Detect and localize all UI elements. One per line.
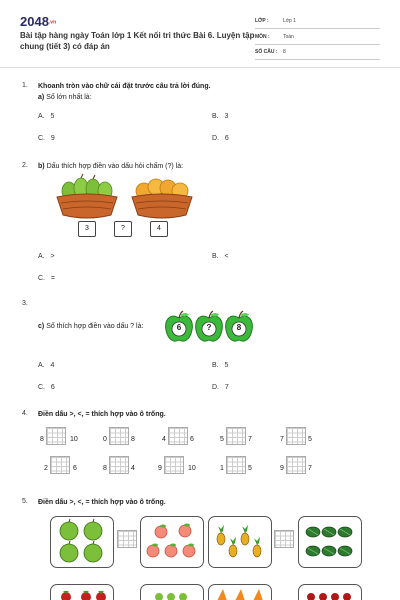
fruit-card-watermelons	[298, 516, 362, 568]
option-value: 5	[224, 362, 229, 369]
meta-subject	[255, 30, 380, 45]
compare-left: 5	[220, 436, 224, 443]
green-apple-icon	[51, 517, 112, 566]
compare-right: 6	[190, 436, 194, 443]
option-value: 5	[50, 113, 55, 120]
compare-right: 7	[308, 465, 312, 472]
option-a[interactable]	[38, 362, 54, 369]
option-value: <	[224, 253, 229, 260]
compare-answer-box[interactable]	[109, 456, 129, 474]
option-value: 6	[224, 135, 229, 142]
compare-left: 1	[220, 465, 224, 472]
compare-right: 5	[308, 436, 312, 443]
option-a[interactable]	[38, 253, 55, 260]
compare-answer-box[interactable]	[50, 456, 70, 474]
compare-right: 7	[248, 436, 252, 443]
fruit-card-partial	[208, 584, 272, 600]
compare-answer-box[interactable]	[226, 456, 246, 474]
answer-box[interactable]: ?	[114, 221, 132, 237]
option-d[interactable]	[212, 384, 229, 391]
subpart-letter: a)	[38, 94, 45, 101]
fruit-card-partial	[140, 584, 204, 600]
pear-basket-image	[55, 173, 119, 219]
subpart-text: Số thích hợp điền vào dấu ? là:	[46, 323, 144, 330]
apple-number-1	[164, 310, 194, 344]
compare-answer-box[interactable]	[117, 530, 137, 548]
option-value: 9	[50, 135, 55, 142]
subpart-text: Số lớn nhất là:	[46, 94, 92, 101]
option-a[interactable]	[38, 113, 54, 120]
option-letter: A.	[38, 113, 45, 120]
compare-right: 10	[188, 465, 196, 472]
option-value: >	[50, 253, 55, 260]
compare-left: 4	[162, 436, 166, 443]
worksheet-title: Bài tập hàng ngày Toán lớp 1 Kết nối tri thức Bài 6. Luyện tập chung (tiết 3) có đáp án	[20, 31, 255, 51]
peach-icon	[141, 517, 202, 566]
option-value: 6	[50, 384, 55, 391]
meta-question-count	[255, 45, 380, 60]
pineapple-icon	[209, 517, 270, 566]
strawberry-icon	[51, 585, 112, 600]
logo-suffix: .vn	[48, 19, 57, 26]
compare-left: 2	[44, 465, 48, 472]
cherry-icon	[299, 585, 360, 600]
compare-right: 5	[248, 465, 252, 472]
option-value: =	[50, 275, 55, 282]
option-d[interactable]	[212, 135, 229, 142]
compare-answer-box[interactable]	[286, 456, 306, 474]
compare-right: 6	[73, 465, 77, 472]
option-letter: D.	[212, 135, 219, 142]
site-logo[interactable]	[20, 14, 56, 29]
compare-answer-box[interactable]	[226, 427, 246, 445]
compare-right: 10	[70, 436, 78, 443]
apple-number-2[interactable]	[194, 310, 224, 344]
meta-key: MÔN :	[255, 34, 270, 40]
option-letter: D.	[212, 384, 219, 391]
question-subpart	[38, 322, 143, 331]
meta-key: LỚP :	[255, 18, 269, 24]
number-box-left: 3	[78, 221, 96, 237]
question-number: 3.	[22, 300, 28, 307]
meta-class	[255, 14, 380, 29]
question-subpart	[38, 162, 183, 171]
question-instruction: Điền dấu >, <, = thích hợp vào ô trống.	[38, 499, 166, 506]
apple-number-label: 8	[236, 323, 242, 332]
meta-value: Lớp 1	[283, 18, 297, 24]
compare-left: 9	[280, 465, 284, 472]
option-b[interactable]	[212, 362, 228, 369]
compare-answer-box[interactable]	[286, 427, 306, 445]
compare-left: 8	[40, 436, 44, 443]
option-value: 3	[224, 113, 229, 120]
apple-number-label: 6	[176, 323, 182, 332]
subpart-letter: b)	[38, 163, 45, 170]
option-b[interactable]	[212, 113, 228, 120]
question-instruction: Khoanh tròn vào chữ cái đặt trước câu trả lời đúng.	[38, 83, 211, 90]
subpart-letter: c)	[38, 323, 45, 330]
meta-value: 8	[283, 49, 286, 55]
option-letter: A.	[38, 362, 45, 369]
question-subpart	[38, 93, 92, 102]
option-c[interactable]	[38, 275, 55, 282]
number-box-right: 4	[150, 221, 168, 237]
option-letter: A.	[38, 253, 45, 260]
watermelon-icon	[299, 517, 360, 566]
option-letter: B.	[212, 362, 219, 369]
option-c[interactable]	[38, 384, 55, 391]
fruit-card-peaches	[140, 516, 204, 568]
apple-number-3	[224, 310, 254, 344]
option-letter: C.	[38, 135, 45, 142]
option-letter: C.	[38, 384, 45, 391]
carrot-icon	[209, 585, 270, 600]
compare-left: 9	[158, 465, 162, 472]
orange-basket-image	[130, 173, 194, 219]
compare-left: 7	[280, 436, 284, 443]
question-number: 2.	[22, 162, 28, 169]
worksheet-header	[0, 0, 400, 68]
compare-answer-box[interactable]	[168, 427, 188, 445]
option-b[interactable]	[212, 253, 229, 260]
question-number: 4.	[22, 410, 28, 417]
option-letter: C.	[38, 275, 45, 282]
option-letter: B.	[212, 113, 219, 120]
compare-left: 8	[103, 465, 107, 472]
leaf-fruit-icon	[141, 585, 202, 600]
meta-key: SỐ CÂU :	[255, 49, 278, 55]
logo-text: 2048	[20, 14, 49, 29]
compare-right: 8	[131, 436, 135, 443]
compare-answer-box[interactable]	[46, 427, 66, 445]
question-number: 5.	[22, 498, 28, 505]
question-number: 1.	[22, 82, 28, 89]
meta-value: Toán	[283, 34, 294, 40]
fruit-card-partial	[298, 584, 362, 600]
compare-answer-box[interactable]	[274, 530, 294, 548]
compare-left: 0	[103, 436, 107, 443]
compare-right: 4	[131, 465, 135, 472]
compare-answer-box[interactable]	[109, 427, 129, 445]
option-c[interactable]	[38, 135, 55, 142]
question-instruction: Điền dấu >, <, = thích hợp vào ô trống.	[38, 411, 166, 418]
compare-answer-box[interactable]	[164, 456, 184, 474]
subpart-text: Dấu thích hợp điền vào dấu hỏi chấm (?) là:	[46, 163, 184, 170]
fruit-card-apples	[50, 516, 114, 568]
apple-number-label: ?	[206, 323, 212, 332]
fruit-card-partial	[50, 584, 114, 600]
option-value: 7	[224, 384, 229, 391]
fruit-card-pineapples	[208, 516, 272, 568]
option-value: 4	[50, 362, 55, 369]
option-letter: B.	[212, 253, 219, 260]
